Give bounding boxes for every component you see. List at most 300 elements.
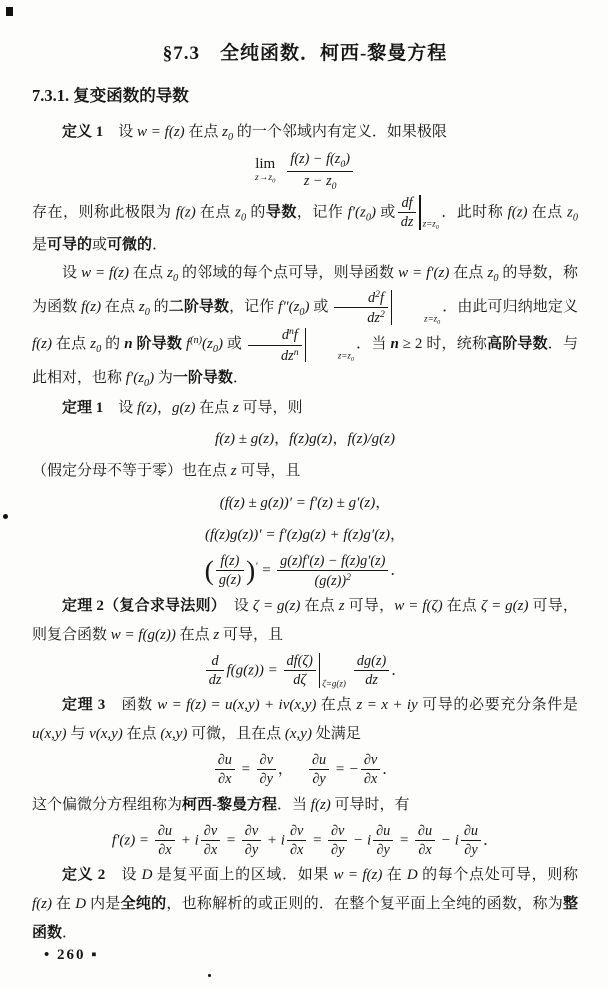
limit-operator [255,157,275,185]
numerator [354,653,389,671]
text-run: 在点 [101,299,139,316]
section-title: §7.3 全纯函数．柯西-黎曼方程 [162,43,448,64]
math-run: z [138,299,145,316]
math-run: z [567,204,573,221]
denominator [206,671,225,688]
subscript: 0 [340,158,346,170]
math-run: dg(z) [356,652,387,669]
math-run: d [368,289,376,306]
math-run: ) [370,204,376,221]
text-run: ．此时称 [440,204,508,221]
text-run: ． [390,562,406,579]
math-run: f(z) [220,552,240,569]
display-formula [32,823,578,859]
scan-speck [6,7,13,16]
text-run: 的 [149,299,169,316]
fraction [201,823,220,859]
text-run: 设 [218,598,253,615]
text-run: 在点 [195,204,236,221]
math-run: ∂y [464,841,478,858]
math-run: f(z) [175,204,196,221]
text-run: 设 [103,124,138,141]
math-run: df(ζ) [286,652,313,669]
math-run: d [281,327,289,344]
math-run: f′(z) = [111,831,153,848]
math-run: z [230,463,237,480]
math-run: (f(z)g(z))′ = f′(z)g(z) + f(z)g′(z) [204,526,391,543]
numerator [242,823,261,841]
superscript: n [288,326,294,338]
math-run: z [338,598,345,615]
text-run: 在 [52,896,76,913]
math-run: = [257,562,276,579]
math-run: ∂u [157,822,172,839]
text-run: ． [152,236,168,253]
document-body [32,118,578,948]
paragraph [32,394,578,423]
text-run: 在点 [195,399,233,416]
fraction [284,653,316,689]
text-run: ， [332,431,348,448]
math-run: ∂v [259,752,273,769]
bold-term: 可微的 [107,236,153,253]
text-run: 或 [375,204,396,221]
text-run: ，也称解析的或正则的．在整个复平面上全纯的函数，称为 [166,896,563,913]
denominator [415,841,435,858]
subscript: 0 [212,344,218,356]
math-run: ∂x [158,841,172,858]
fraction [257,752,276,788]
denominator [334,308,388,326]
math-run: v(x,y) [89,726,123,743]
math-run: z [213,626,220,643]
math-run: z=z [422,218,436,229]
text-run: 是 [32,236,48,253]
math-run: z [90,336,97,353]
bold-term: 定义 1 [62,124,104,141]
text-run: 在点 [184,124,223,141]
text-run: ， [390,526,406,543]
numerator [361,752,380,770]
evaluation-subscript [306,348,354,367]
text-run: 函数 [105,697,158,714]
fraction [216,553,244,589]
math-run: w = f(z) [81,265,130,282]
text-run: 设 [62,265,82,282]
text-run: 可导， [344,598,395,615]
math-run: f(z) ± g(z) [215,431,275,448]
bold-term: 定义 2 [62,867,106,884]
math-run: dζ [293,672,307,689]
math-run: ∂v [289,822,304,839]
text-run: 存在，则称此极限为 [32,204,176,221]
math-run: ∂u [311,752,327,769]
math-run: D [406,867,418,884]
bold-term: 一阶导数 [172,369,233,386]
scan-speck [208,974,211,977]
math-run: ∂x [289,841,304,858]
math-run: f(g(z)) = [226,662,282,679]
math-run: ζ = g(z) [252,598,301,615]
text-run: ． [483,831,499,848]
superscript: (n) [190,335,203,347]
denominator [277,571,388,589]
math-run: (g(z)) [314,572,347,589]
subsection-title: 7.3.1. 复变函数的导数 [32,85,189,105]
text-run: 在点 [122,726,161,743]
bold-term: 定理 3 [62,697,106,714]
paragraph [32,861,578,947]
math-run: g(z) [218,572,241,589]
subscript: 0 [350,357,354,364]
math-run: ) [345,150,350,167]
text-run: 可导，且 [236,463,301,480]
text-run: 可导时，有 [330,796,410,813]
subscript: 0 [241,212,247,224]
math-run: z = x + iy [356,697,418,714]
math-run: f(z) [137,399,158,416]
paragraph [32,592,578,650]
numerator [328,823,347,841]
math-run: ∂y [312,771,326,788]
denominator [257,770,276,787]
math-run: ∂x [363,771,378,788]
bold-term: 导数 [265,204,297,221]
text-run: 处满足 [311,726,361,743]
text-run: 为 [154,369,173,386]
numerator [284,653,316,671]
math-run: f(z) [507,204,528,221]
numerator [461,823,481,841]
math-run: ) [217,336,223,353]
bold-term: 二阶导数 [168,299,230,316]
big-paren: ( [204,554,214,586]
math-run: (f(z) ± g(z))′ = f′(z) ± g′(z) [219,494,376,511]
math-run: − i [437,831,459,848]
text-run: 是复平面上的区域．如果 [152,867,334,884]
evaluation-bar [419,195,438,230]
fraction [373,823,393,859]
math-run: ∂v [330,822,345,839]
text-run: 的邻域的每个点可导，则导函数 [178,265,399,282]
evaluation-bar [391,290,440,325]
denominator [309,770,329,787]
bold-term: 柯西-黎曼方程 [182,796,278,813]
text-run: 可导，则 [238,399,303,416]
math-run: dz [367,310,380,327]
subscript: 0 [144,307,150,319]
math-run: ∂u [463,822,479,839]
denominator [155,841,175,858]
text-run: 在点 [527,204,568,221]
denominator [373,841,393,858]
paragraph [32,457,578,486]
text-run: 在点 [316,697,357,714]
numerator [277,553,388,571]
text-run: ， [157,399,173,416]
text-run: ．与此相对，也称 [32,336,578,386]
math-run: = [308,831,326,848]
text-run: 的一个邻域内有定义．如果极限 [233,124,447,141]
fraction [242,823,261,859]
text-run: 或 [222,336,247,353]
denominator [216,571,244,588]
superscript: 2 [346,571,351,583]
text-run: ，记作 [229,299,279,316]
subscript: 0 [144,377,150,389]
math-run: f(z) [32,336,52,353]
paragraph [32,259,578,393]
text-run: 或 [309,299,333,316]
math-run: z→z [255,171,273,183]
math-run: z=z [424,313,438,324]
math-run: − i [349,831,372,848]
math-run: dz [281,347,294,364]
bold-term: 可导的 [47,236,93,253]
math-run: = [236,761,255,778]
math-run: D [75,896,87,913]
numerator [248,326,302,345]
subscript: 0 [437,319,441,326]
denominator [361,770,380,787]
text-run: ，记作 [296,204,348,221]
math-run: f [185,336,191,353]
subscript: 0 [331,180,337,192]
text-run: ． [391,662,407,679]
math-run: f [293,327,298,344]
bold-term: 高阶导数 [487,336,548,353]
fraction [287,823,306,859]
display-formula [32,425,578,454]
numerator [398,195,417,213]
text-run: 与 [66,726,90,743]
fraction [354,653,389,689]
text-run: ≥ 2 时，统称 [398,336,488,353]
math-run: ∂x [218,771,232,788]
numerator [287,823,306,841]
math-run: (z [202,336,213,353]
page-number: • 260 ▪ [44,947,99,963]
math-run: ∂y [259,771,273,788]
math-run: f′(z [125,369,145,386]
math-run: f(z) [32,896,52,913]
text-run: 在点 [449,265,488,282]
fraction [328,823,347,859]
text-run: ， [277,761,293,778]
math-run: dz [208,672,222,689]
subscript: 0 [365,212,371,224]
text-run: 的 [101,336,125,353]
subscript: 0 [173,273,179,285]
math-run: ∂v [203,822,218,839]
denominator [215,770,235,787]
display-formula [32,752,578,788]
display-formula [32,653,578,689]
math-run: D [141,867,153,884]
subscript: 0 [272,177,276,185]
fraction [277,553,388,590]
text-run: 在点 [129,265,168,282]
math-run: ∂y [330,841,345,858]
math-run: df [401,194,413,211]
subscript: 0 [493,273,499,285]
denominator [242,841,261,858]
paragraph [32,118,578,148]
math-run: ∂v [244,822,259,839]
text-run: ．当 [277,796,311,813]
math-run: ∂u [217,752,232,769]
text-run: 在点 [442,598,482,615]
numerator [201,823,220,841]
denominator [201,841,220,858]
display-formula [32,151,578,192]
math-run: f(z) − f(z [290,150,341,167]
numerator [216,553,244,571]
text-run: ． [62,924,78,941]
bold-term: 阶导数 [136,336,183,353]
denominator [248,346,302,364]
math-run: = [395,831,413,848]
fraction [461,823,481,859]
math-run: f(z)g(z) [289,431,333,448]
limit-label: lim [255,156,276,173]
math-run: (x,y) [284,726,312,743]
math-run: w = f(z) [137,124,185,141]
numerator [373,823,393,841]
fraction [415,823,435,859]
math-bold-run: n [390,336,399,353]
math-run: = [222,831,240,848]
math-run: z=z [337,350,351,361]
math-bold-run: n [124,336,133,353]
text-run: 的 [246,204,266,221]
display-formula [32,489,578,518]
math-run: u(x,y) [32,726,67,743]
display-formula [32,553,578,590]
bold-term: 整函数 [32,896,578,941]
limit-under [255,173,275,185]
denominator [287,172,353,192]
math-run: z [487,265,494,282]
math-run: w = f′(z) [398,265,450,282]
math-run: f(z) [81,299,102,316]
subscript: 0 [435,224,439,231]
evaluation-subscript [392,310,440,329]
math-run: dz [365,672,378,689]
math-run: ∂u [376,822,391,839]
fraction [361,752,380,788]
math-run: f″(z [278,299,300,316]
denominator [328,841,347,858]
scan-speck [3,514,8,519]
numerator [155,823,175,841]
math-run: ∂u [417,822,433,839]
numerator [309,752,329,770]
numerator [415,823,435,841]
text-run: 可微，且在点 [187,726,285,743]
text-run: 可导的必要充分条件是 [417,697,578,714]
denominator [354,671,389,688]
superscript: 2 [379,309,385,321]
fraction [206,653,225,689]
math-run: w = f(ζ) [394,598,443,615]
paragraph [32,791,578,820]
bold-term: 定理 1 [62,399,104,416]
numerator [215,752,235,770]
evaluation-bar [305,328,354,363]
math-run: dz [400,214,414,231]
numerator [206,653,225,671]
superscript: n [293,346,299,358]
math-run: z [222,124,229,141]
text-run: 的每个点处可导，则称 [417,867,578,884]
subscript: 0 [228,132,234,144]
text-run: 的导数，称为函数 [32,265,578,316]
math-run: z [232,399,239,416]
superscript: 2 [375,289,381,301]
math-run: f(z)/g(z) [347,431,395,448]
math-run: ) [149,369,155,386]
text-run: 在 [382,867,407,884]
subscript: 0 [96,344,102,356]
math-run: f(z) [310,796,331,813]
math-run: z [235,204,242,221]
text-run: 在点 [300,598,339,615]
fraction [287,151,353,192]
math-run: w = f(z) [333,867,383,884]
math-run: ∂y [376,841,390,858]
text-run: 设 [103,399,138,416]
numerator [287,151,353,172]
subscript: 0 [572,212,578,224]
subscript: 0 [299,307,305,319]
evaluation-bar [319,653,346,688]
numerator [334,289,388,308]
math-run: ∂x [203,841,218,858]
text-run: 可导，且 [219,626,284,643]
fraction [155,823,175,859]
fraction [334,289,388,326]
bold-term: 全纯的 [120,896,167,913]
math-run: g(z) [172,399,196,416]
math-run: ∂v [363,752,378,769]
text-run: 或 [92,236,108,253]
numerator [257,752,276,770]
big-paren: ) [246,554,256,586]
text-run: ． [382,761,398,778]
math-run: f [380,289,384,306]
math-run: ∂x [418,841,432,858]
text-run: ， [375,494,391,511]
superscript: ′ [255,561,258,573]
text-run: 在点 [175,626,214,643]
text-run: 内是 [86,896,121,913]
math-run: w = f(z) = u(x,y) + iv(x,y) [157,697,317,714]
fraction [248,326,302,363]
math-run: ζ = g(z) [481,598,529,615]
text-run: ． [232,369,248,386]
text-run: ．当 [355,336,391,353]
text-run: （假定分母不等于零）也在点 [32,463,231,480]
math-run: ) [304,299,310,316]
denominator [287,841,306,858]
math-run: + i [263,831,285,848]
paragraph [32,691,578,749]
bold-term: 定理 2（复合求导法则） [62,598,219,615]
text-run: ．由此可归纳地定义 [442,299,578,316]
text-run: ， [274,431,290,448]
evaluation-subscript [320,675,346,692]
